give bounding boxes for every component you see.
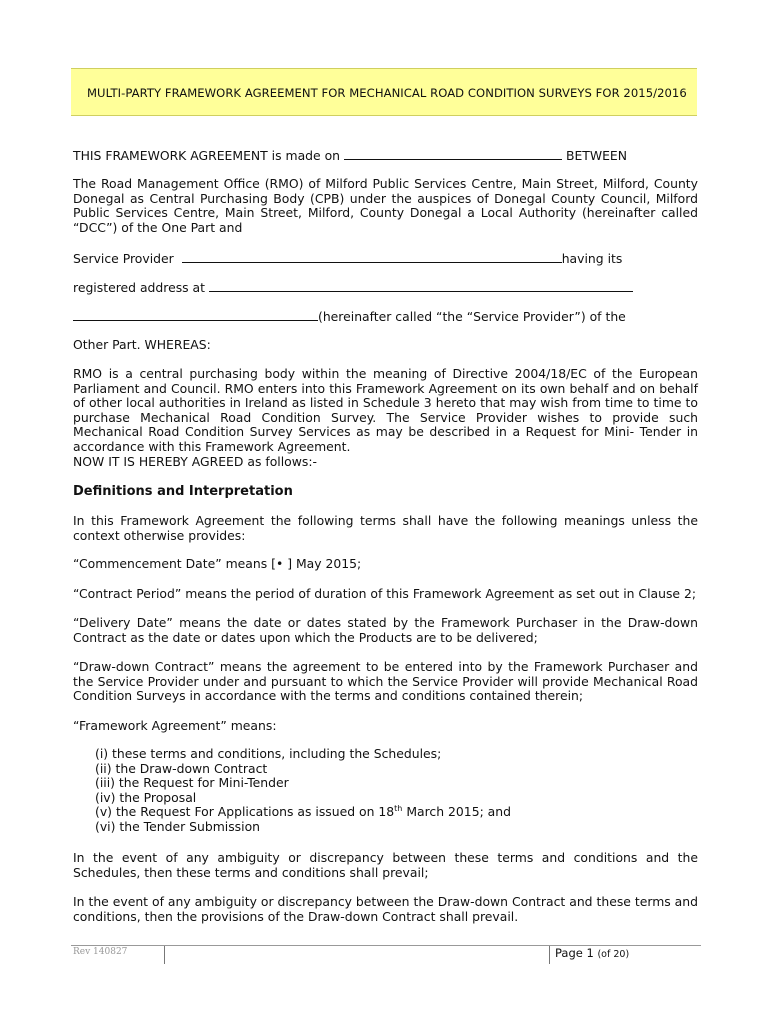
list-v-text: (v) the Request For Applications as issued on 18 xyxy=(95,804,395,820)
commencement-date-definition: “Commencement Date” means [• ] May 2015; xyxy=(73,556,362,571)
ambiguity-drawdown-paragraph: In the event of any ambiguity or discrepancy between the Draw-down Contract and these terms and conditions, then the provisions of the Draw-down Contract shall prevail. xyxy=(73,894,698,924)
framework-agreement-means: “Framework Agreement” means: xyxy=(73,718,277,733)
framework-components-list xyxy=(95,747,511,835)
list-item: (ii) the Draw-down Contract xyxy=(95,760,268,776)
service-provider-blank xyxy=(182,250,562,263)
service-provider-label: Service Provider xyxy=(73,251,174,266)
footer-separator xyxy=(164,946,165,964)
delivery-date-definition: “Delivery Date” means the date or dates stated by the Framework Purchaser in the Draw-down Contract as the date or dates upon which the Products are to be delivered; xyxy=(73,615,698,645)
hereinafter-line xyxy=(73,308,698,325)
list-item: (vi) the Tender Submission xyxy=(95,818,260,834)
date-blank xyxy=(344,147,562,160)
address-continuation-blank xyxy=(73,308,318,321)
document-title: MULTI-PARTY FRAMEWORK AGREEMENT FOR MECHANICAL ROAD CONDITION SURVEYS FOR 2015/2016 xyxy=(87,86,687,100)
ambiguity-schedules-paragraph: In the event of any ambiguity or discrepancy between these terms and conditions and the Schedules, then these terms and conditions shall prevail; xyxy=(73,850,698,880)
list-item: (iv) the Proposal xyxy=(95,789,197,805)
between-label: BETWEEN xyxy=(565,148,628,163)
registered-address-line xyxy=(73,279,698,296)
rmo-whereas-paragraph: RMO is a central purchasing body within the meaning of Directive 2004/18/EC of the European Parliament and Council. RMO enters into this Framework Agreement on its own behalf and on behalf of other local authorities in Ireland as listed in Schedule 3 hereto that may wish from time to time to purchase Mechanical Road Condition Survey. The Service Provider wishes to provide such Mechanical Road Condition Survey Services as may be described in a Request for Mini- Tender in accordance with this Framework Agreement. xyxy=(73,366,698,454)
page-total: (of 20) xyxy=(597,949,630,960)
list-item: (iii) the Request for Mini-Tender xyxy=(95,775,289,791)
agreed-line: NOW IT IS HEREBY AGREED as follows:- xyxy=(73,454,317,469)
list-v-superscript: th xyxy=(394,804,403,814)
title-banner xyxy=(71,68,697,116)
other-part-line: Other Part. WHEREAS: xyxy=(73,337,211,352)
definitions-lead: In this Framework Agreement the following terms shall have the following meanings unless the context otherwise provides: xyxy=(73,513,698,543)
footer-revision: Rev 140827 xyxy=(73,947,128,957)
hereinafter-sp-label: (hereinafter called “the “Service Provider”) of the xyxy=(318,309,626,324)
definitions-heading: Definitions and Interpretation xyxy=(73,484,293,499)
having-its-label: having its xyxy=(561,251,623,266)
registered-address-label: registered address at xyxy=(73,280,206,295)
list-item xyxy=(95,805,511,820)
footer-separator xyxy=(549,946,550,964)
service-provider-line xyxy=(73,250,698,267)
contract-period-definition: “Contract Period” means the period of duration of this Framework Agreement as set out in Clause 2; xyxy=(73,586,697,601)
registered-address-blank xyxy=(209,279,633,292)
list-v-text-end: March 2015; and xyxy=(402,804,511,820)
drawdown-contract-definition: “Draw-down Contract” means the agreement to be entered into by the Framework Purchaser and the Service Provider under and pursuant to which the Service Provider will provide Mechanical Road Condition Surveys in accordance with the terms and conditions contained therein; xyxy=(73,659,698,704)
rmo-party-paragraph: The Road Management Office (RMO) of Milford Public Services Centre, Main Street, Milford, County Donegal as Central Purchasing Body (CPB) under the auspices of Donegal County Council, Milford Public Services Centre, Main Street, Milford, County Donegal a Local Authority (hereinafter called “DCC”) of the One Part and xyxy=(73,176,698,235)
made-on-label: THIS FRAMEWORK AGREEMENT is made on xyxy=(73,148,341,163)
page-label: Page 1 xyxy=(555,946,594,960)
made-on-line xyxy=(73,147,698,164)
list-item: (i) these terms and conditions, including the Schedules; xyxy=(95,746,442,761)
page-number xyxy=(555,946,629,962)
